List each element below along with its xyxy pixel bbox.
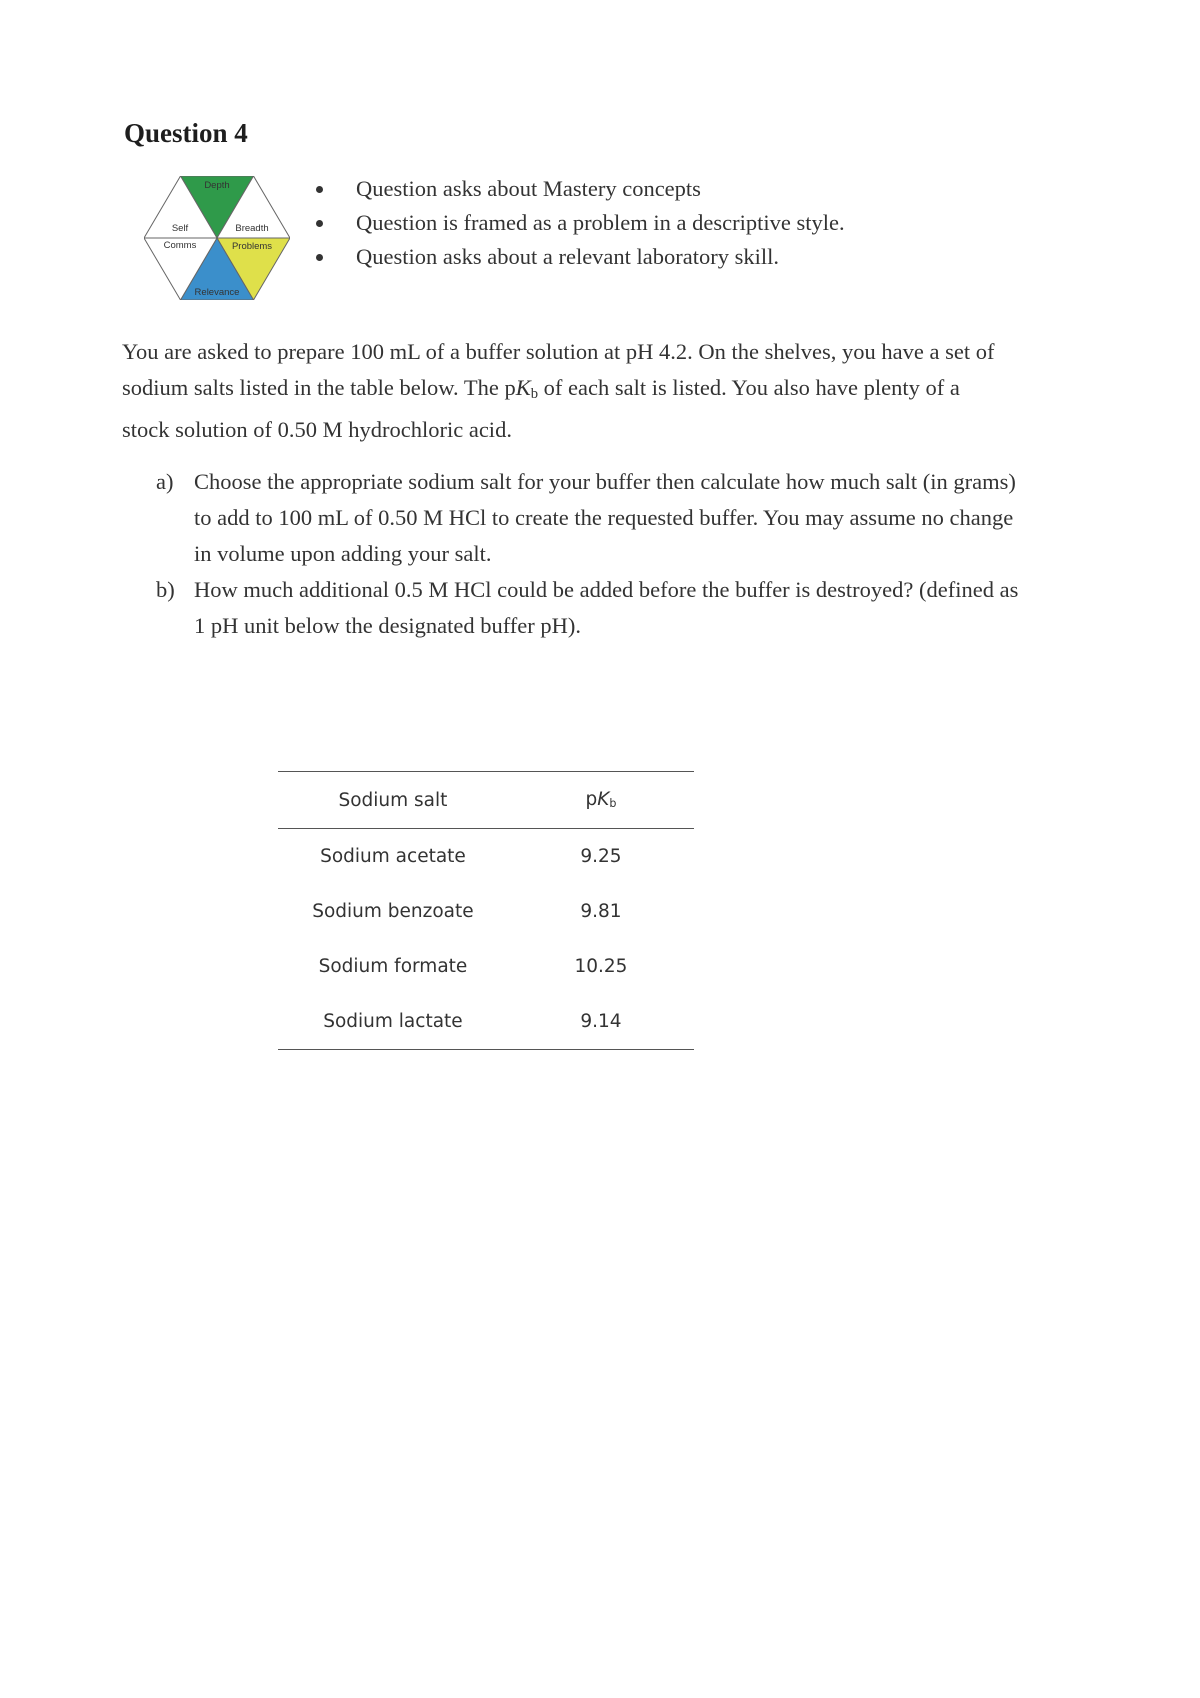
hexagon-depth-label: Depth: [204, 180, 230, 191]
part-marker: a): [156, 469, 174, 494]
pkb-value-cell: 9.81: [580, 901, 622, 922]
column-header-salt: Sodium salt: [278, 772, 508, 829]
salt-name-cell: Sodium lactate: [278, 994, 508, 1050]
criteria-item: Question asks about a relevant laboratory skill.: [316, 240, 845, 274]
sodium-salts-table: [278, 771, 694, 1050]
question-parts: [156, 464, 1096, 644]
problem-statement: You are asked to prepare 100 mL of a buffer solution at pH 4.2. On the shelves, you have a set of sodium salts listed in the table below. The $pK_b$ of each salt is listed. You also have plenty of a stock solution of 0.50 M hydrochloric acid.: [122, 339, 995, 442]
question-part-a: a) Choose the appropriate sodium salt for your buffer then calculate how much salt (in grams) to add to 100 mL of 0.50 M HCl to create the requested buffer. You may assume no change in volume upon adding your salt.: [156, 464, 1096, 572]
bullet-icon: [316, 186, 323, 193]
hexagon-comms-label: Comms: [163, 240, 197, 251]
criteria-item: Question asks about Mastery concepts: [316, 172, 845, 206]
pkb-value-cell: 9.25: [580, 846, 622, 867]
hexagon-breadth-label: Breadth: [235, 223, 269, 234]
question-part-b: b) How much additional 0.5 M HCl could be added before the buffer is destroyed? (defined as 1 pH unit below the designated buffer pH).: [156, 572, 1096, 644]
hexagon-relevance-label: Relevance: [194, 287, 240, 298]
part-marker: b): [156, 577, 175, 602]
question-criteria-list: [316, 172, 845, 274]
criteria-item: Question is framed as a problem in a descriptive style.: [316, 206, 845, 240]
pkb-value-cell: 10.25: [574, 956, 628, 977]
bullet-icon: [316, 254, 323, 261]
table-row: [278, 994, 694, 1050]
pkb-value-cell: 9.14: [508, 994, 694, 1050]
hexagon-self-label: Self: [171, 223, 189, 234]
question-title: Question 4: [124, 118, 248, 148]
table-row: [278, 829, 694, 885]
table-row: [278, 939, 694, 994]
table-header-row: [278, 772, 694, 829]
bullet-icon: [316, 220, 323, 227]
hexagon-problems-label: Problems: [231, 241, 273, 252]
salt-name-cell: Sodium benzoate: [312, 901, 474, 922]
skills-hexagon-diagram: [144, 176, 290, 300]
table-row: [278, 884, 694, 939]
salt-name-cell: Sodium formate: [318, 956, 468, 977]
salt-name-cell: Sodium acetate: [320, 846, 466, 867]
column-header-pkb: $pK_b$: [508, 772, 694, 829]
